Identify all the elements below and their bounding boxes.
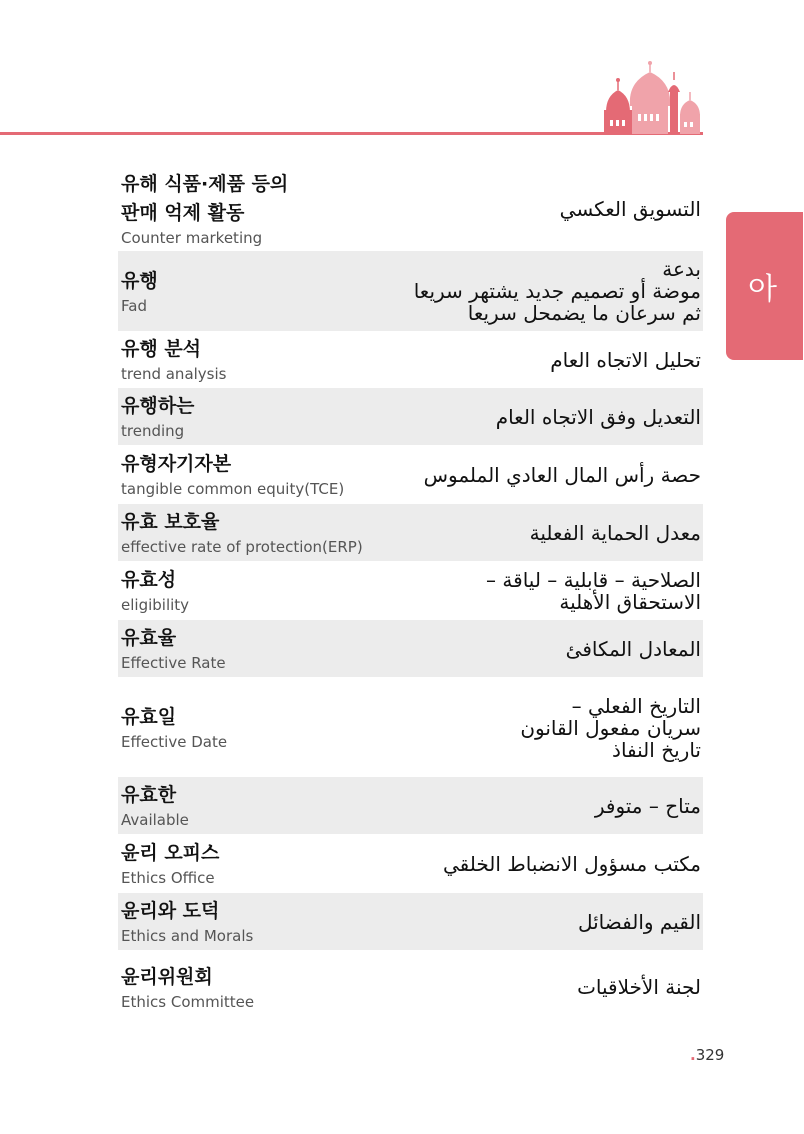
glossary-entry [118, 835, 703, 892]
korean-term: 유효 보호율 [121, 511, 220, 533]
korean-term: 유효한 [121, 784, 177, 806]
arabic-line: التعديل وفق الاتجاه العام [495, 404, 701, 429]
arabic-line: التسويق العكسي [559, 197, 701, 221]
entry-terms [121, 897, 253, 946]
korean-term: 유행 [121, 269, 158, 292]
page-number: .329 [690, 1046, 725, 1064]
english-term: trending [121, 422, 185, 440]
arabic-line: بدعة [662, 257, 701, 281]
entry-terms [121, 335, 226, 384]
korean-term: 유행하는 [121, 395, 195, 417]
english-term: eligibility [121, 596, 190, 614]
arabic-line: ثم سرعان ما يضمحل سريعا [467, 301, 701, 325]
glossary-entry [118, 168, 703, 250]
entry-terms [121, 781, 189, 830]
entry-terms [121, 839, 219, 888]
korean-term: 유효일 [121, 706, 177, 728]
english-term: Effective Date [121, 733, 228, 751]
arabic-translation [520, 695, 701, 761]
glossary-entry [118, 446, 703, 503]
korean-term: 유행 분석 [121, 338, 202, 360]
arabic-line: الاستحقاق الأهلية [559, 589, 701, 614]
korean-term: 윤리 오피스 [121, 842, 220, 864]
english-term: Fad [121, 296, 147, 315]
english-term: trend analysis [121, 365, 227, 383]
arabic-translation [595, 795, 701, 817]
section-tab: 아 [726, 212, 803, 360]
english-term: Counter marketing [121, 229, 263, 247]
english-term: Ethics Committee [121, 992, 255, 1011]
header-rule [0, 132, 703, 135]
glossary-entry [118, 620, 703, 677]
korean-term: 판매 억제 활동 [121, 202, 245, 224]
entry-terms [121, 267, 158, 316]
arabic-translation [486, 569, 701, 613]
entry-terms [121, 450, 344, 499]
arabic-translation [578, 911, 701, 933]
arabic-translation [566, 638, 701, 660]
arabic-line: حصة رأس المال العادي الملموس [423, 462, 701, 487]
korean-term: 윤리와 도덕 [121, 900, 220, 922]
arabic-line: متاح – متوفر [594, 793, 701, 818]
english-term: Effective Rate [121, 654, 226, 672]
english-term: tangible common equity(TCE) [121, 480, 345, 498]
arabic-line: تاريخ النفاذ [612, 737, 701, 762]
arabic-line: التاريخ الفعلي – [571, 693, 701, 718]
glossary-entry [118, 504, 703, 561]
glossary-entry [118, 893, 703, 950]
arabic-translation [550, 349, 701, 371]
arabic-line: موضة أو تصميم جديد يشتهر سريعا [413, 279, 701, 303]
korean-term: 유효성 [121, 569, 177, 591]
arabic-translation [424, 464, 701, 486]
entry-terms [121, 392, 194, 441]
arabic-translation [443, 853, 701, 875]
glossary-entry [118, 562, 703, 619]
entry-terms [121, 624, 226, 673]
arabic-line: القيم والفضائل [577, 909, 701, 934]
english-term: Ethics Office [121, 869, 215, 887]
korean-term: 유형자기자본 [121, 453, 232, 475]
korean-term: 유효율 [121, 627, 177, 649]
arabic-translation [496, 406, 701, 428]
arabic-translation [577, 976, 701, 998]
arabic-line: معدل الحماية الفعلية [529, 520, 701, 545]
glossary-entry [118, 777, 703, 834]
arabic-translation [414, 258, 701, 324]
english-term: Available [121, 811, 189, 829]
entry-terms [121, 703, 227, 752]
arabic-line: الصلاحية – قابلية – لياقة – [486, 567, 701, 592]
arabic-translation [530, 522, 701, 544]
korean-term: 유해 식품·제품 등의 [121, 173, 289, 195]
arabic-line: سريان مفعول القانون [520, 715, 701, 740]
arabic-line: لجنة الأخلاقيات [577, 975, 701, 999]
korean-term: 윤리위원회 [121, 965, 213, 988]
entry-terms [121, 566, 189, 615]
english-term: Ethics and Morals [121, 927, 254, 945]
arabic-translation [560, 198, 701, 220]
glossary-entry [118, 678, 703, 777]
glossary-entry [118, 331, 703, 388]
arabic-line: المعادل المكافئ [565, 636, 701, 661]
glossary-entry [118, 951, 703, 1023]
english-term: effective rate of protection(ERP) [121, 538, 363, 556]
glossary-entry [118, 388, 703, 445]
mosque-icon [600, 60, 704, 134]
arabic-line: تحليل الاتجاه العام [550, 347, 701, 372]
entry-terms [121, 508, 363, 557]
entry-terms [121, 963, 254, 1012]
glossary-entry [118, 251, 703, 331]
entry-terms [121, 170, 288, 248]
arabic-line: مكتب مسؤول الانضباط الخلقي [442, 851, 701, 876]
